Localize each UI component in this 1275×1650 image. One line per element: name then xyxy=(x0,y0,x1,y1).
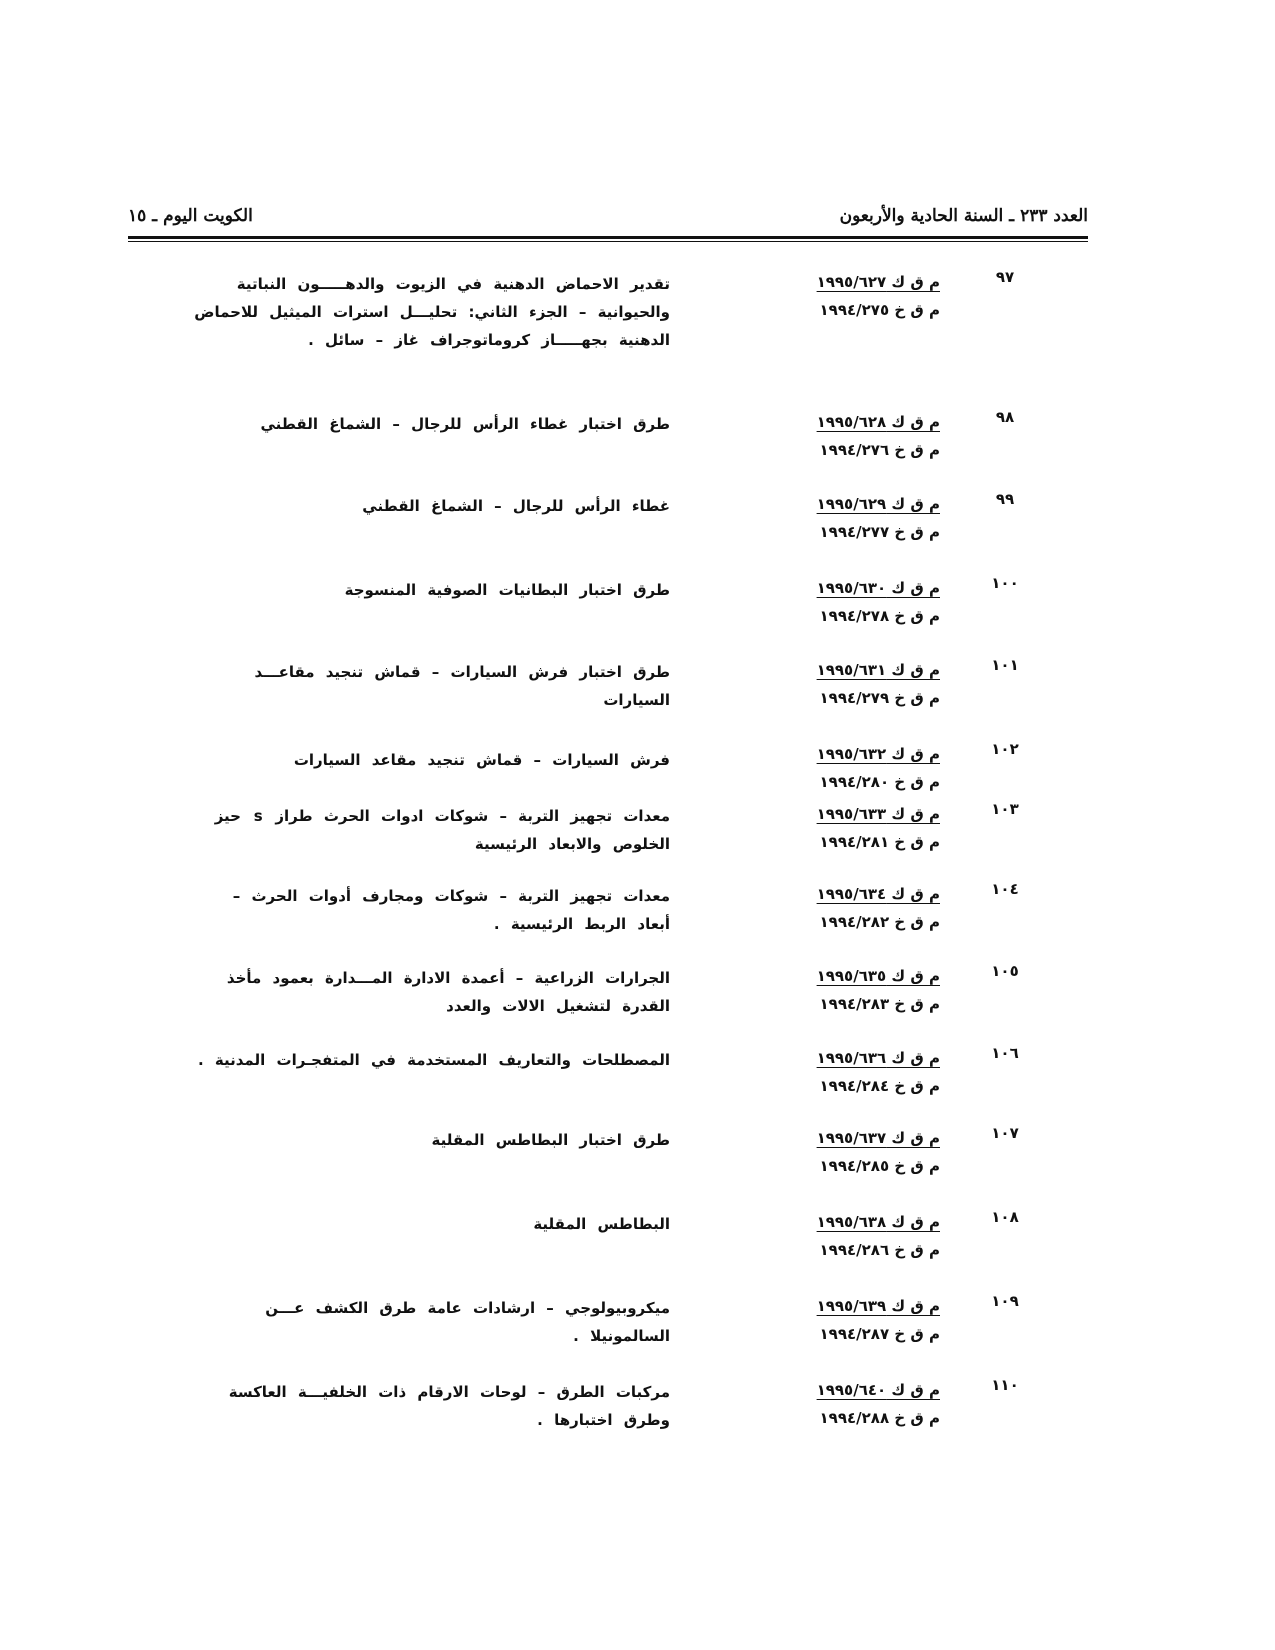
publication-label: الكويت اليوم ـ ١٥ xyxy=(128,206,253,226)
entry-number: ٩٩ xyxy=(995,490,1015,508)
entry-number: ١٠٩ xyxy=(991,1292,1019,1310)
entry-title: غطاء الرأس للرجال – الشماغ القطني xyxy=(362,497,670,515)
entry-code-new: م ق ك ١٩٩٥/٦٢٩ xyxy=(816,495,940,513)
entry-code-old: م ق خ ١٩٩٤/٢٨٥ xyxy=(819,1157,940,1175)
entry-codes xyxy=(770,268,940,324)
entry-title: طرق اختبار فرش السيارات – قماش تنجيد مقاعـــد السيارات xyxy=(254,663,670,709)
entry-number: ١٠١ xyxy=(991,656,1019,674)
entry-title: معدات تجهيز التربة – شوكات ادوات الحرث طراز s حيز الخلوص والابعاد الرئيسية xyxy=(214,807,670,853)
entry-code-old: م ق خ ١٩٩٤/٢٨٢ xyxy=(819,913,940,931)
entry-code-new: م ق ك ١٩٩٥/٦٣٤ xyxy=(816,885,940,903)
entry-codes xyxy=(770,490,940,546)
entry-number: ١٠٠ xyxy=(991,574,1019,592)
entry-code-old: م ق خ ١٩٩٤/٢٧٧ xyxy=(819,523,940,541)
entry-code-new: م ق ك ١٩٩٥/٦٤٠ xyxy=(816,1381,940,1399)
entry-codes xyxy=(770,800,940,856)
entry-code-old: م ق خ ١٩٩٤/٢٧٥ xyxy=(819,301,940,319)
entry-number: ١٠٧ xyxy=(991,1124,1019,1142)
entry-code-new: م ق ك ١٩٩٥/٦٣٣ xyxy=(816,805,940,823)
entry-code-old: م ق خ ١٩٩٤/٢٨٦ xyxy=(819,1241,940,1259)
entry-number: ٩٧ xyxy=(995,268,1015,286)
entry-code-old: م ق خ ١٩٩٤/٢٧٩ xyxy=(819,689,940,707)
entry-number: ١٠٥ xyxy=(991,962,1019,980)
entry-number: ١١٠ xyxy=(991,1376,1019,1394)
entry-code-old: م ق خ ١٩٩٤/٢٨٣ xyxy=(819,995,940,1013)
entry-codes xyxy=(770,574,940,630)
entry-code-new: م ق ك ١٩٩٥/٦٣٧ xyxy=(816,1129,940,1147)
entry-title: طرق اختبار البطانيات الصوفية المنسوجة xyxy=(344,581,670,599)
entry-code-new: م ق ك ١٩٩٥/٦٢٨ xyxy=(816,413,940,431)
entry-title: معدات تجهيز التربة – شوكات ومجارف أدوات الحرث – أبعاد الربط الرئيسية . xyxy=(232,887,670,933)
entry-title: تقدير الاحماض الدهنية في الزيوت والدهـــــون النباتية والحيوانية – الجزء الثاني: تحليـــل استرات الميثيل للاحماض الدهنية بجهـــــاز كروماتوجراف غاز – سائل . xyxy=(194,275,670,349)
entry-code-old: م ق خ ١٩٩٤/٢٨٤ xyxy=(819,1077,940,1095)
issue-label: العدد ٢٣٣ ـ السنة الحادية والأربعون xyxy=(839,206,1088,226)
entry-codes xyxy=(770,1208,940,1264)
entry-code-old: م ق خ ١٩٩٤/٢٧٨ xyxy=(819,607,940,625)
entry-number: ١٠٦ xyxy=(991,1044,1019,1062)
entry-codes xyxy=(770,1124,940,1180)
entry-title: المصطلحات والتعاريف المستخدمة في المتفجـرات المدنية . xyxy=(198,1051,670,1069)
entry-title: ميكروبيولوجي – ارشادات عامة طرق الكشف عـــن السالمونيلا . xyxy=(265,1299,670,1345)
entry-code-new: م ق ك ١٩٩٥/٦٣٥ xyxy=(816,967,940,985)
entry-number: ١٠٢ xyxy=(991,740,1019,758)
entry-code-old: م ق خ ١٩٩٤/٢٨٠ xyxy=(819,773,940,791)
entry-codes xyxy=(770,740,940,796)
entry-code-new: م ق ك ١٩٩٥/٦٣٦ xyxy=(816,1049,940,1067)
entry-codes xyxy=(770,656,940,712)
entry-codes xyxy=(770,962,940,1018)
entry-title: طرق اختبار غطاء الرأس للرجال – الشماغ القطني xyxy=(260,415,670,433)
entry-title: فرش السيارات – قماش تنجيد مقاعد السيارات xyxy=(293,751,670,769)
entry-code-new: م ق ك ١٩٩٥/٦٣١ xyxy=(816,661,940,679)
entry-code-old: م ق خ ١٩٩٤/٢٧٦ xyxy=(819,441,940,459)
entry-number: ٩٨ xyxy=(995,408,1015,426)
entry-number: ١٠٣ xyxy=(991,800,1019,818)
entry-title: مركبات الطرق – لوحات الارقام ذات الخلفيـــة العاكسة وطرق اختبارها . xyxy=(228,1383,670,1429)
entry-codes xyxy=(770,880,940,936)
entry-number: ١٠٤ xyxy=(991,880,1019,898)
entry-codes xyxy=(770,1376,940,1432)
entry-code-new: م ق ك ١٩٩٥/٦٣٩ xyxy=(816,1297,940,1315)
entry-code-old: م ق خ ١٩٩٤/٢٨٨ xyxy=(819,1409,940,1427)
entry-title: الجرارات الزراعية – أعمدة الادارة المـــدارة بعمود مأخذ القدرة لتشغيل الالات والعدد xyxy=(226,969,670,1015)
entry-codes xyxy=(770,1292,940,1348)
entry-codes xyxy=(770,1044,940,1100)
entry-number: ١٠٨ xyxy=(991,1208,1019,1226)
entry-code-new: م ق ك ١٩٩٥/٦٣٨ xyxy=(816,1213,940,1231)
entry-title: طرق اختبار البطاطس المقلية xyxy=(431,1131,670,1149)
entry-codes xyxy=(770,408,940,464)
entry-code-new: م ق ك ١٩٩٥/٦٣٢ xyxy=(816,745,940,763)
entry-code-old: م ق خ ١٩٩٤/٢٨٧ xyxy=(819,1325,940,1343)
entry-code-old: م ق خ ١٩٩٤/٢٨١ xyxy=(819,833,940,851)
entry-title: البطاطس المقلية xyxy=(533,1215,670,1233)
entry-code-new: م ق ك ١٩٩٥/٦٣٠ xyxy=(816,579,940,597)
entry-code-new: م ق ك ١٩٩٥/٦٢٧ xyxy=(816,273,940,291)
